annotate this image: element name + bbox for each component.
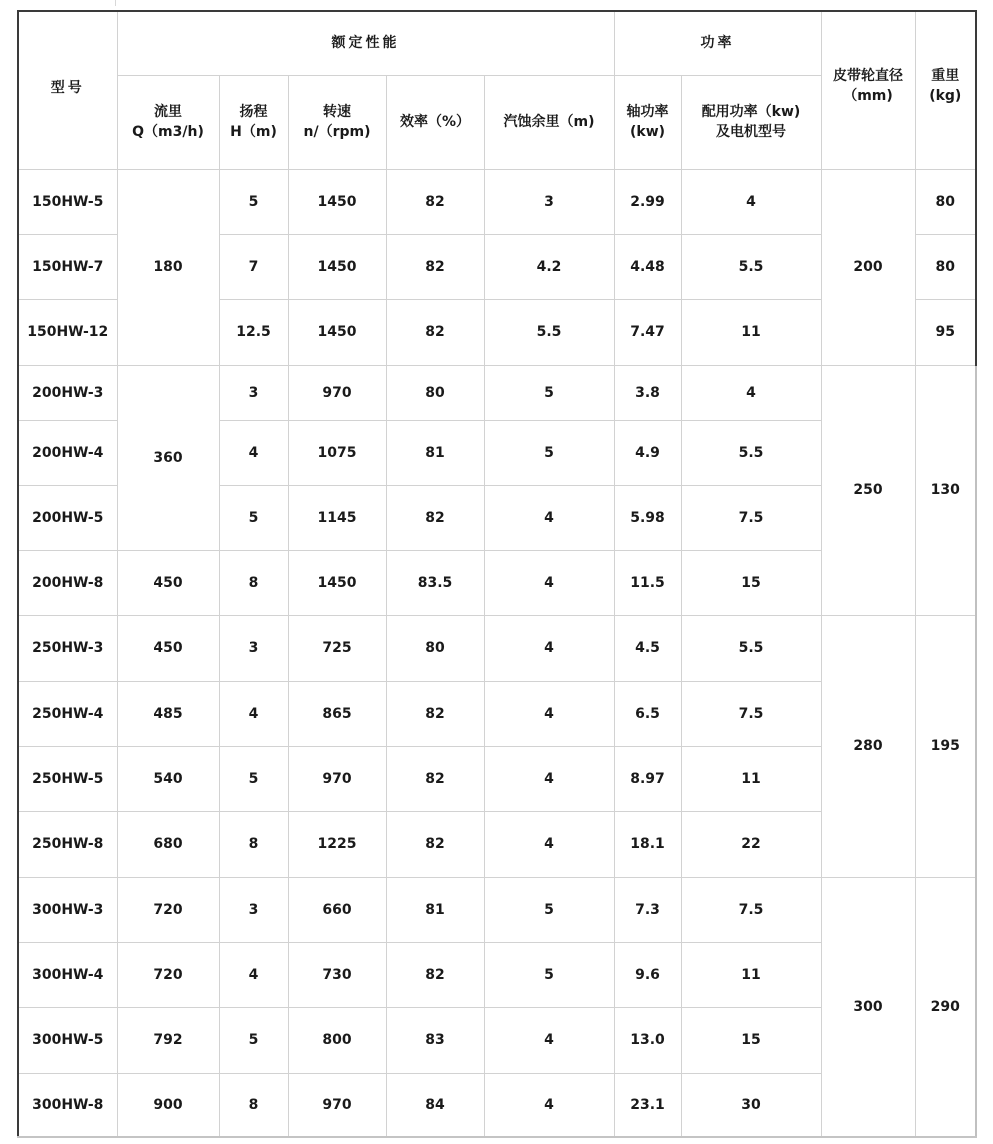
cell-speed: 1225: [288, 811, 386, 877]
cell-pulley: 250: [821, 365, 915, 615]
pump-spec-table-container: [17, 10, 977, 1138]
cell-npsh: 4: [484, 615, 614, 681]
cell-npsh: 3: [484, 169, 614, 234]
table-row: [18, 365, 976, 420]
cell-flow: 680: [117, 811, 219, 877]
cell-speed: 1450: [288, 550, 386, 615]
cell-motor-power: 15: [681, 550, 821, 615]
cell-npsh: 4: [484, 550, 614, 615]
cell-npsh: 4: [484, 1007, 614, 1073]
cell-motor-power: 7.5: [681, 877, 821, 942]
cell-head: 4: [219, 681, 288, 746]
cell-efficiency: 84: [386, 1073, 484, 1137]
cell-weight: 80: [915, 169, 976, 234]
cell-speed: 1450: [288, 169, 386, 234]
cell-flow: 485: [117, 681, 219, 746]
cell-npsh: 4: [484, 485, 614, 550]
cell-head: 3: [219, 365, 288, 420]
cell-motor-power: 5.5: [681, 615, 821, 681]
cell-head: 8: [219, 811, 288, 877]
cell-efficiency: 80: [386, 365, 484, 420]
header-rated-performance: 额定性能: [117, 11, 614, 75]
cell-speed: 730: [288, 942, 386, 1007]
table-row: [18, 877, 976, 942]
cell-motor-power: 15: [681, 1007, 821, 1073]
cell-model: 250HW-8: [18, 811, 117, 877]
header-pulley-diameter: 皮带轮直径 （mm): [821, 11, 915, 169]
cell-npsh: 5.5: [484, 299, 614, 365]
cell-flow: 720: [117, 877, 219, 942]
cell-motor-power: 22: [681, 811, 821, 877]
cell-model: 300HW-8: [18, 1073, 117, 1137]
cell-efficiency: 82: [386, 681, 484, 746]
cell-motor-power: 11: [681, 942, 821, 1007]
cell-flow: 360: [117, 365, 219, 550]
cell-head: 5: [219, 1007, 288, 1073]
header-head: 扬程 H（m): [219, 75, 288, 169]
cell-efficiency: 83: [386, 1007, 484, 1073]
table-row: [18, 615, 976, 681]
cell-model: 200HW-3: [18, 365, 117, 420]
cell-npsh: 4: [484, 1073, 614, 1137]
cell-model: 200HW-4: [18, 420, 117, 485]
cell-shaft-power: 4.5: [614, 615, 681, 681]
cell-head: 5: [219, 746, 288, 811]
cell-npsh: 4: [484, 746, 614, 811]
cell-head: 5: [219, 169, 288, 234]
cell-weight: 290: [915, 877, 976, 1137]
cell-motor-power: 5.5: [681, 234, 821, 299]
header-power: 功率: [614, 11, 821, 75]
cell-motor-power: 11: [681, 746, 821, 811]
cell-flow: 720: [117, 942, 219, 1007]
cell-head: 4: [219, 420, 288, 485]
cell-head: 8: [219, 1073, 288, 1137]
cell-motor-power: 4: [681, 365, 821, 420]
pump-spec-table: [17, 10, 977, 1138]
header-shaft-power: 轴功率 (kw): [614, 75, 681, 169]
cell-motor-power: 7.5: [681, 681, 821, 746]
cell-shaft-power: 7.47: [614, 299, 681, 365]
cell-model: 250HW-5: [18, 746, 117, 811]
cell-flow: 450: [117, 615, 219, 681]
cell-efficiency: 82: [386, 942, 484, 1007]
cell-speed: 970: [288, 365, 386, 420]
cell-npsh: 4: [484, 811, 614, 877]
top-edge-tick: [115, 0, 116, 6]
cell-head: 3: [219, 877, 288, 942]
cell-weight: 130: [915, 365, 976, 615]
cell-model: 250HW-3: [18, 615, 117, 681]
header-npsh: 汽蚀余里（m): [484, 75, 614, 169]
cell-shaft-power: 13.0: [614, 1007, 681, 1073]
cell-model: 150HW-5: [18, 169, 117, 234]
cell-shaft-power: 8.97: [614, 746, 681, 811]
header-model: 型号: [18, 11, 117, 169]
cell-shaft-power: 3.8: [614, 365, 681, 420]
cell-weight: 195: [915, 615, 976, 877]
cell-pulley: 300: [821, 877, 915, 1137]
cell-motor-power: 7.5: [681, 485, 821, 550]
cell-flow: 540: [117, 746, 219, 811]
cell-efficiency: 82: [386, 485, 484, 550]
cell-npsh: 4: [484, 681, 614, 746]
cell-npsh: 4.2: [484, 234, 614, 299]
cell-shaft-power: 18.1: [614, 811, 681, 877]
cell-shaft-power: 11.5: [614, 550, 681, 615]
cell-flow: 450: [117, 550, 219, 615]
cell-npsh: 5: [484, 877, 614, 942]
cell-head: 7: [219, 234, 288, 299]
cell-speed: 725: [288, 615, 386, 681]
cell-efficiency: 82: [386, 811, 484, 877]
cell-speed: 660: [288, 877, 386, 942]
cell-model: 200HW-8: [18, 550, 117, 615]
cell-shaft-power: 9.6: [614, 942, 681, 1007]
cell-speed: 970: [288, 1073, 386, 1137]
cell-efficiency: 82: [386, 234, 484, 299]
cell-shaft-power: 4.48: [614, 234, 681, 299]
cell-motor-power: 5.5: [681, 420, 821, 485]
cell-head: 8: [219, 550, 288, 615]
cell-shaft-power: 5.98: [614, 485, 681, 550]
header-row-1: [18, 11, 976, 75]
cell-motor-power: 4: [681, 169, 821, 234]
cell-weight: 95: [915, 299, 976, 365]
cell-head: 12.5: [219, 299, 288, 365]
cell-head: 4: [219, 942, 288, 1007]
cell-model: 150HW-7: [18, 234, 117, 299]
cell-speed: 800: [288, 1007, 386, 1073]
cell-efficiency: 82: [386, 169, 484, 234]
header-flow: 流里 Q（m3/h): [117, 75, 219, 169]
cell-npsh: 5: [484, 420, 614, 485]
cell-model: 300HW-5: [18, 1007, 117, 1073]
cell-shaft-power: 2.99: [614, 169, 681, 234]
cell-model: 300HW-4: [18, 942, 117, 1007]
cell-flow: 180: [117, 169, 219, 365]
cell-motor-power: 11: [681, 299, 821, 365]
cell-model: 200HW-5: [18, 485, 117, 550]
cell-efficiency: 80: [386, 615, 484, 681]
cell-pulley: 280: [821, 615, 915, 877]
header-speed: 转速 n/（rpm): [288, 75, 386, 169]
cell-shaft-power: 23.1: [614, 1073, 681, 1137]
cell-speed: 1075: [288, 420, 386, 485]
cell-shaft-power: 4.9: [614, 420, 681, 485]
cell-shaft-power: 7.3: [614, 877, 681, 942]
cell-efficiency: 83.5: [386, 550, 484, 615]
header-efficiency: 效率（%）: [386, 75, 484, 169]
cell-speed: 1145: [288, 485, 386, 550]
cell-flow: 792: [117, 1007, 219, 1073]
cell-head: 3: [219, 615, 288, 681]
cell-motor-power: 30: [681, 1073, 821, 1137]
header-weight: 重里 (kg): [915, 11, 976, 169]
cell-npsh: 5: [484, 365, 614, 420]
cell-efficiency: 81: [386, 877, 484, 942]
cell-speed: 865: [288, 681, 386, 746]
cell-model: 150HW-12: [18, 299, 117, 365]
cell-speed: 970: [288, 746, 386, 811]
cell-speed: 1450: [288, 234, 386, 299]
cell-efficiency: 82: [386, 299, 484, 365]
cell-flow: 900: [117, 1073, 219, 1137]
cell-head: 5: [219, 485, 288, 550]
cell-weight: 80: [915, 234, 976, 299]
cell-efficiency: 81: [386, 420, 484, 485]
cell-efficiency: 82: [386, 746, 484, 811]
header-motor-power: 配用功率（kw) 及电机型号: [681, 75, 821, 169]
cell-npsh: 5: [484, 942, 614, 1007]
cell-shaft-power: 6.5: [614, 681, 681, 746]
cell-model: 250HW-4: [18, 681, 117, 746]
cell-pulley: 200: [821, 169, 915, 365]
table-row: [18, 169, 976, 234]
cell-model: 300HW-3: [18, 877, 117, 942]
cell-speed: 1450: [288, 299, 386, 365]
